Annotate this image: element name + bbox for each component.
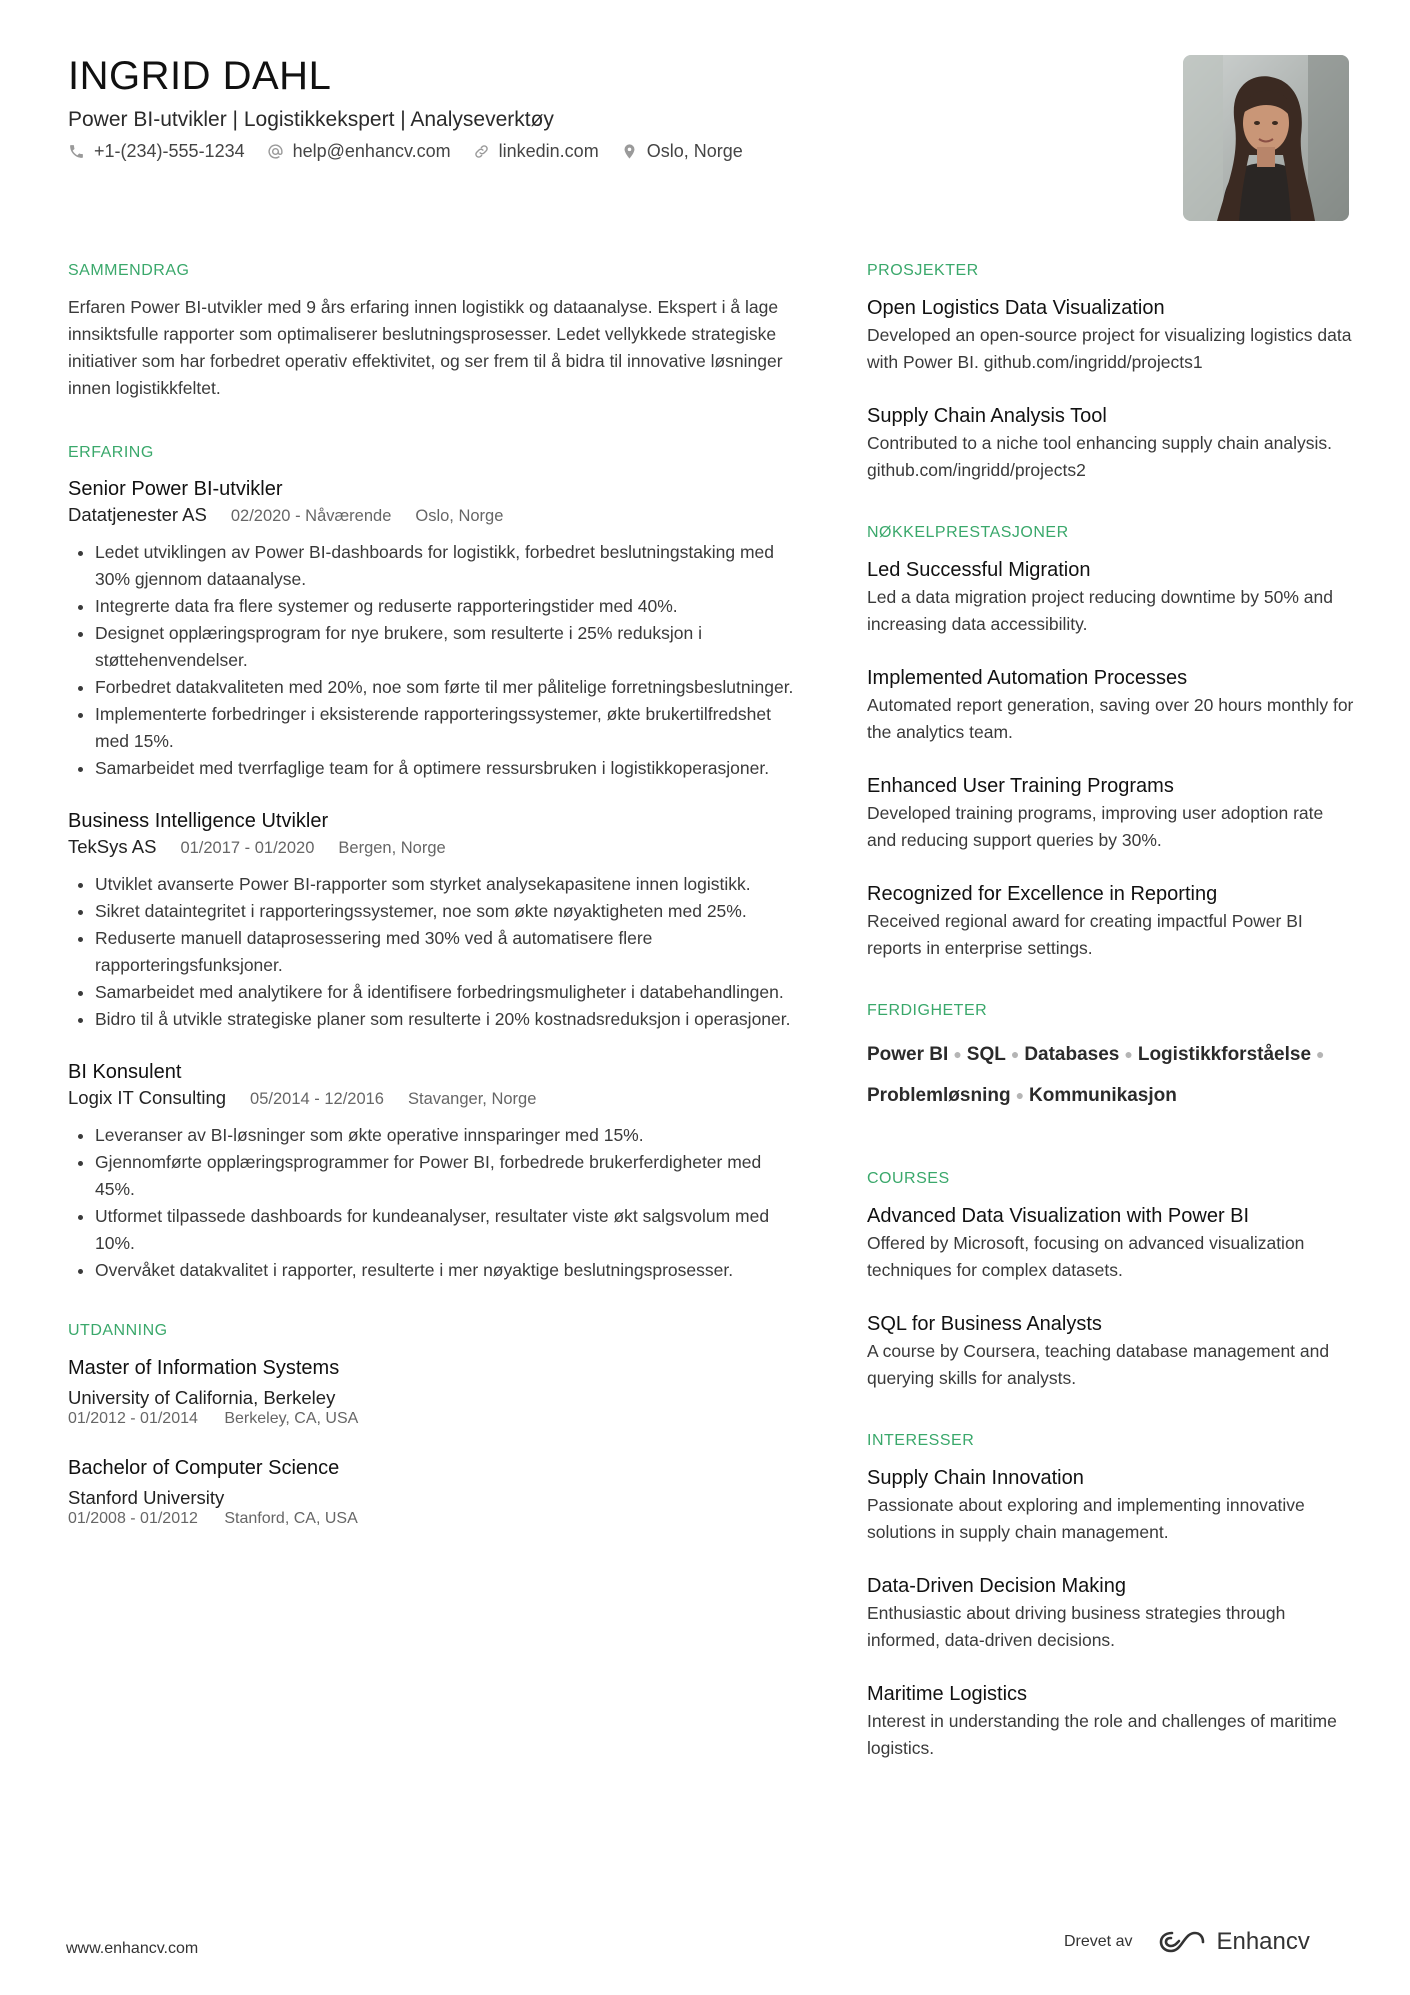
education-dates: 01/2012 - 01/2014 [68,1410,198,1427]
interest-title: Maritime Logistics [867,1683,1028,1705]
achievement-title: Implemented Automation Processes [867,667,1188,689]
right-column [867,262,1357,1762]
job-entry [68,1059,798,1284]
experience-section [68,444,798,1284]
job-bullets [68,1122,798,1284]
location-text: Oslo, Norge [646,141,743,161]
profile-photo [1183,55,1349,221]
phone-icon [68,143,85,160]
project-entry [867,402,1357,484]
job-title: Business Intelligence Utvikler [68,810,329,832]
course-title: Advanced Data Visualization with Power BI [867,1205,1250,1227]
job-location: Stavanger, Norge [407,1090,537,1108]
skill-tag: Power BI [867,1044,949,1065]
course-description: Offered by Microsoft, focusing on advanced visualization techniques for complex datasets. [867,1233,1305,1280]
skills-list [867,1034,1357,1116]
job-location: Oslo, Norge [415,507,504,525]
job-bullet: • Forbedret datakvaliteten med 20%, noe som førte til mer pålitelige forretningsbeslutninger. [95,674,798,701]
skill-tag: Databases [1024,1044,1120,1065]
job-entry [68,476,798,782]
job-location: Bergen, Norge [338,839,446,857]
education-entry [68,1354,798,1428]
achievement-description: Automated report generation, saving over 20 hours monthly for the analytics team. [867,695,1354,742]
interest-description: Passionate about exploring and implementing innovative solutions in supply chain management. [867,1495,1305,1542]
job-bullet: • Gjennomførte opplæringsprogrammer for Power BI, forbedrede brukerferdigheter med 45%. [95,1149,798,1203]
education-heading: UTDANNING [68,1322,168,1339]
education-meta [68,1510,798,1528]
skills-section [867,1002,1357,1116]
interest-entry [867,1680,1357,1762]
skill-separator: ● [953,1046,962,1062]
job-bullet: • Utformet tilpassede dashboards for kundeanalyser, resultater viste økt salgsvolum med 10%. [95,1203,798,1257]
education-degree: Bachelor of Computer Science [68,1457,340,1479]
skill-separator: ● [1316,1046,1325,1062]
courses-section [867,1170,1357,1392]
job-meta [68,502,798,529]
job-title: BI Konsulent [68,1061,182,1083]
summary-heading: SAMMENDRAG [68,262,190,279]
education-location: Berkeley, CA, USA [224,1410,359,1427]
job-bullets [68,539,798,782]
skill-tag: Logistikkforståelse [1137,1044,1312,1065]
job-meta [68,834,798,861]
interest-entry [867,1464,1357,1546]
skill-tag: SQL [966,1044,1006,1065]
course-entry [867,1202,1357,1284]
interest-entry [867,1572,1357,1654]
linkedin-text: linkedin.com [498,141,599,161]
interests-section [867,1432,1357,1762]
contact-linkedin[interactable] [473,141,599,162]
achievement-description: Developed training programs, improving user adoption rate and reducing support queries by 30%. [867,803,1324,850]
enhancv-logo-icon [1158,1929,1206,1955]
interest-title: Supply Chain Innovation [867,1467,1084,1489]
projects-heading: PROSJEKTER [867,262,979,279]
brand-name: Enhancv [1216,1928,1310,1955]
interest-description: Interest in understanding the role and challenges of maritime logistics. [867,1711,1337,1758]
job-meta [68,1085,798,1112]
skill-separator: ● [1010,1046,1020,1062]
achievement-title: Enhanced User Training Programs [867,775,1174,797]
job-bullets [68,871,798,1033]
project-description: Developed an open-source project for visualizing logistics data with Power BI. github.com/ingridd/projects1 [867,325,1352,372]
job-bullet: • Designet opplæringsprogram for nye brukere, som resulterte i 25% reduksjon i støttehenvendelser. [95,620,798,674]
achievements-section [867,524,1357,962]
summary-text: Erfaren Power BI-utvikler med 9 års erfaring innen logistikk og dataanalyse. Ekspert i å lage innsiktsfulle rapporter som optimaliserer beslutningsprosesser. Ledet vellykkede strategiske initiativer som har forbedret operativ effektivitet, og ser frem til å bidra til innovative løsninger innen logistikkfeltet. [68,297,783,398]
achievement-entry [867,556,1357,638]
course-title: SQL for Business Analysts [867,1313,1102,1335]
footer-branding [1064,1928,1310,1956]
candidate-name: INGRID DAHL [68,54,332,98]
project-description: Contributed to a niche tool enhancing supply chain analysis. github.com/ingridd/projects2 [867,433,1333,480]
interests-heading: INTERESSER [867,1432,975,1449]
interest-description: Enthusiastic about driving business strategies through informed, data-driven decisions. [867,1603,1286,1650]
skills-heading: FERDIGHETER [867,1002,988,1019]
job-bullet: • Overvåket datakvalitet i rapporter, resulterte i mer nøyaktige beslutningsprosesser. [95,1257,798,1284]
profile-photo-illustration [1183,55,1349,221]
experience-heading: ERFARING [68,444,154,461]
job-company: Logix IT Consulting [68,1087,227,1108]
contact-email[interactable] [267,141,451,162]
education-location: Stanford, CA, USA [224,1510,358,1527]
job-bullet: • Integrerte data fra flere systemer og reduserte rapporteringstider med 40%. [95,593,798,620]
contact-bar [68,141,743,162]
project-title: Supply Chain Analysis Tool [867,405,1107,427]
education-school: Stanford University [68,1487,225,1508]
candidate-headline: Power BI-utvikler | Logistikkekspert | Analyseverktøy [68,108,554,131]
course-entry [867,1310,1357,1392]
summary-section [68,262,798,402]
footer-website[interactable]: www.enhancv.com [66,1940,199,1957]
achievement-title: Recognized for Excellence in Reporting [867,883,1218,905]
job-bullet: • Ledet utviklingen av Power BI-dashboards for logistikk, forbedret beslutningstaking med 30% gjennom dataanalyse. [95,539,798,593]
enhancv-logo[interactable] [1158,1928,1309,1956]
achievement-title: Led Successful Migration [867,559,1091,581]
job-bullet: • Utviklet avanserte Power BI-rapporter som styrket analysekapasitene innen logistikk. [95,871,798,898]
project-title: Open Logistics Data Visualization [867,297,1165,319]
email-text: help@enhancv.com [292,141,451,161]
education-entry [68,1454,798,1528]
education-meta [68,1410,798,1428]
education-school: University of California, Berkeley [68,1387,336,1408]
job-bullet: • Samarbeidet med analytikere for å identifisere forbedringsmuligheter i databehandlingen. [95,979,798,1006]
job-dates: 02/2020 - Nåværende [230,507,392,525]
skill-separator: ● [1124,1046,1133,1062]
job-bullet: • Bidro til å utvikle strategiske planer som resulterte i 20% kostnadsreduksjon i operasjoner. [95,1006,798,1033]
phone-text: +1-(234)-555-1234 [94,141,245,161]
job-bullet: • Implementerte forbedringer i eksisterende rapporteringssystemer, økte brukertilfredshet med 15%. [95,701,798,755]
contact-phone [68,141,245,162]
skill-tag: Problemløsning [867,1085,1011,1106]
course-description: A course by Coursera, teaching database management and querying skills for analysts. [867,1341,1330,1388]
at-icon [267,143,284,160]
job-bullet: • Sikret dataintegritet i rapporteringssystemer, noe som økte nøyaktigheten med 25%. [95,898,798,925]
job-dates: 01/2017 - 01/2020 [180,839,315,857]
projects-section [867,262,1357,484]
achievement-description: Received regional award for creating impactful Power BI reports in enterprise settings. [867,911,1303,958]
achievement-description: Led a data migration project reducing downtime by 50% and increasing data accessibility. [867,587,1333,634]
job-bullet: • Leveranser av BI-løsninger som økte operative innsparinger med 15%. [95,1122,798,1149]
achievement-entry [867,880,1357,962]
left-column [68,262,798,1554]
link-icon [473,143,490,160]
job-bullet: • Reduserte manuell dataprosessering med 30% ved å automatisere flere rapporteringsfunksjoner. [95,925,798,979]
project-entry [867,294,1357,376]
job-company: TekSys AS [68,836,157,857]
education-degree: Master of Information Systems [68,1357,340,1379]
courses-heading: COURSES [867,1170,950,1187]
education-section [68,1322,798,1528]
achievement-entry [867,772,1357,854]
powered-by-text: Drevet av [1064,1933,1133,1950]
job-dates: 05/2014 - 12/2016 [250,1090,384,1108]
job-title: Senior Power BI-utvikler [68,478,283,500]
interest-title: Data-Driven Decision Making [867,1575,1126,1597]
location-pin-icon [621,143,638,160]
achievement-entry [867,664,1357,746]
job-bullet: • Samarbeidet med tverrfaglige team for å optimere ressursbruken i logistikkoperasjoner. [95,755,798,782]
job-entry [68,808,798,1033]
skill-separator: ● [1015,1087,1025,1103]
skill-tag: Kommunikasjon [1029,1085,1177,1106]
job-company: Datatjenester AS [68,504,207,525]
achievements-heading: NØKKELPRESTASJONER [867,524,1069,541]
education-dates: 01/2008 - 01/2012 [68,1510,198,1527]
contact-location [621,141,743,162]
